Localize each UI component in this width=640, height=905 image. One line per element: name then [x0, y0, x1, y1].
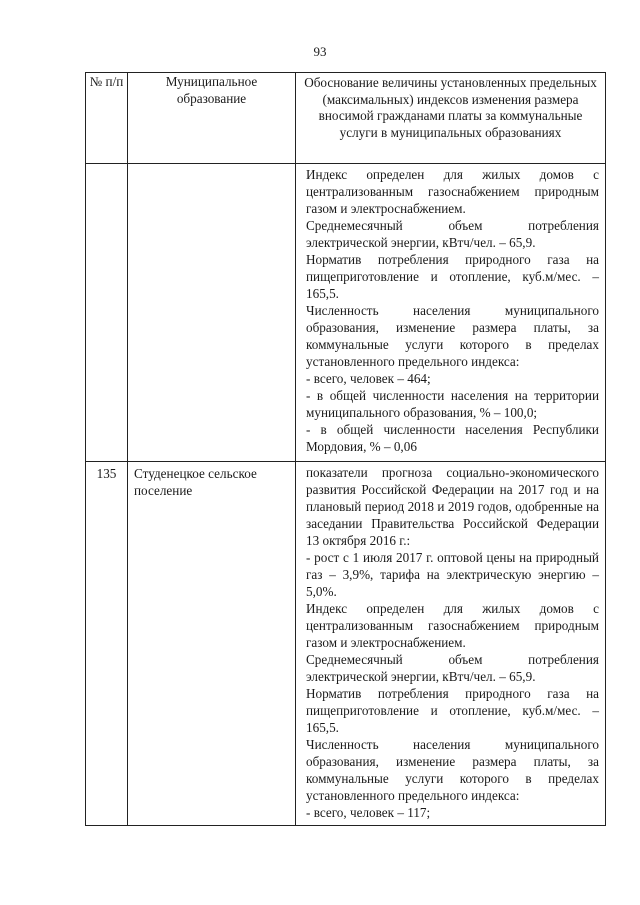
justification-paragraph: - в общей численности населения на территории муниципального образования, % – 100,0; [306, 388, 599, 420]
justification-paragraph: Индекс определен для жилых домов с централизованным газоснабжением природным газом и электроснабжением. [306, 601, 599, 650]
page-number: 93 [313, 44, 327, 59]
tariff-index-table [85, 72, 606, 826]
justification-paragraph: Индекс определен для жилых домов с централизованным газоснабжением природным газом и электроснабжением. [306, 167, 599, 216]
justification-paragraph: Норматив потребления природного газа на пищеприготовление и отопление, куб.м/мес. – 165,5. [306, 252, 599, 301]
justification-paragraph: показатели прогноза социально-экономического развития Российской Федерации на 2017 год и на плановый период 2018 и 2019 годов, одобренные на заседании Правительства Российской Федерации 13 октября 2016 г.: [306, 465, 599, 548]
justification-paragraph: - всего, человек – 464; [306, 371, 431, 386]
header-number: № п/п [86, 73, 128, 164]
justification-paragraph: Среднемесячный объем потребления электрической энергии, кВтч/чел. – 65,9. [306, 218, 599, 250]
justification-paragraph: Среднемесячный объем потребления электрической энергии, кВтч/чел. – 65,9. [306, 652, 599, 684]
table-row [86, 164, 606, 462]
row-number [86, 164, 128, 462]
table-row [86, 462, 606, 826]
table-header-row [86, 73, 606, 164]
header-justification: Обоснование величины установленных предельных (максимальных) индексов изменения размера вносимой гражданами платы за коммунальные услуги в муниципальных образованиях [296, 73, 606, 164]
row-municipality: Студенецкое сельское поселение [128, 462, 296, 826]
justification-paragraph: Численность населения муниципального образования, изменение размера платы, за коммунальные услуги которого в пределах установленного предельного индекса: [306, 737, 599, 803]
justification-paragraph: - в общей численности населения Республики Мордовия, % – 0,06 [306, 422, 599, 454]
row-municipality [128, 164, 296, 462]
justification-paragraph: - рост с 1 июля 2017 г. оптовой цены на природный газ – 3,9%, тарифа на электрическую энергию – 5,0%. [306, 550, 599, 599]
justification-paragraph: Норматив потребления природного газа на пищеприготовление и отопление, куб.м/мес. – 165,5. [306, 686, 599, 735]
justification-paragraph: - всего, человек – 117; [306, 805, 431, 820]
justification-paragraph: Численность населения муниципального образования, изменение размера платы, за коммунальные услуги которого в пределах установленного предельного индекса: [306, 303, 599, 369]
row-number: 135 [86, 462, 128, 826]
header-municipality: Муниципальное образование [128, 73, 296, 164]
row-justification [296, 462, 606, 826]
row-justification [296, 164, 606, 462]
